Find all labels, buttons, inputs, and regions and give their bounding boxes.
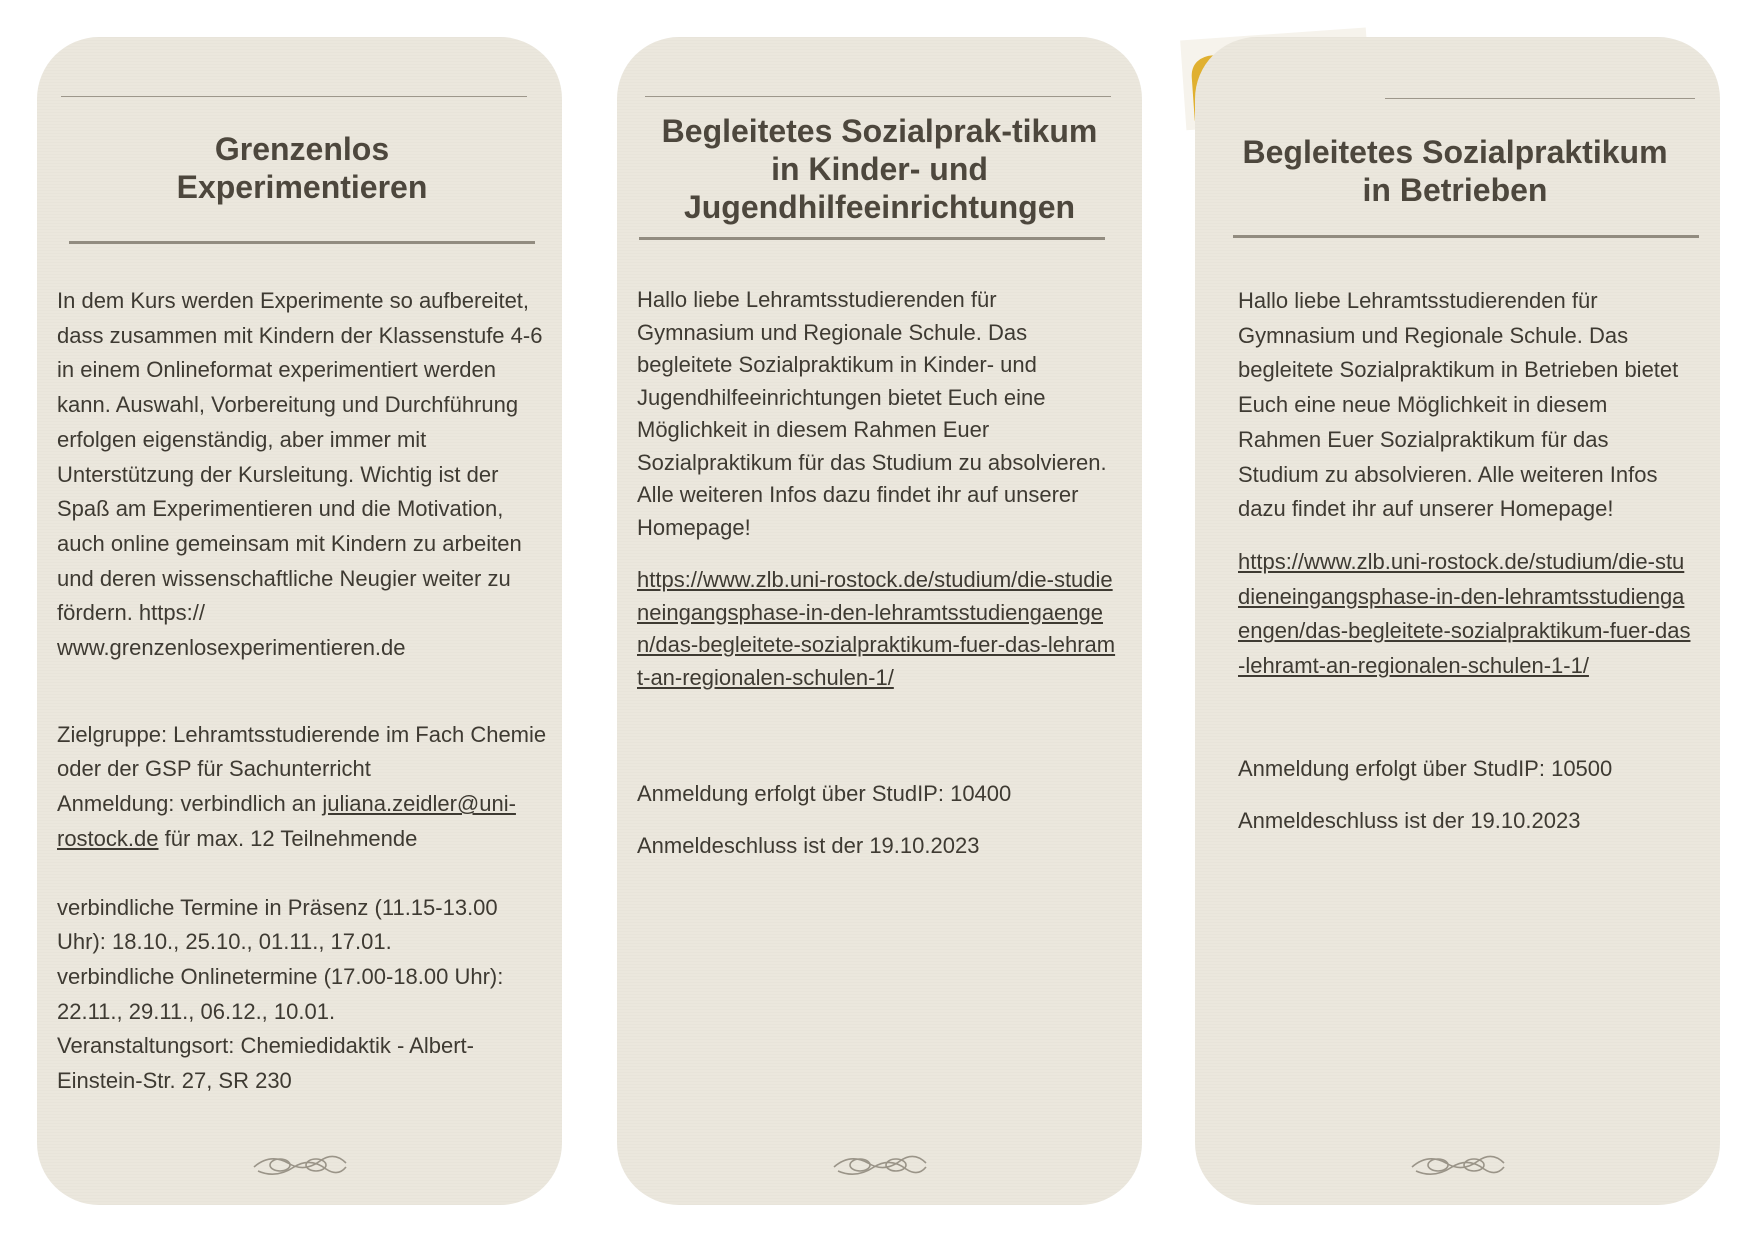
card-sozialpraktikum-betriebe xyxy=(1195,37,1720,1205)
intro-text: Hallo liebe Lehramtsstudierenden für Gymnasium und Regionale Schule. Das begleitete Sozialpraktikum in Kinder- und Jugendhilfeeinrichtungen bietet Euch eine Möglichkeit in diesem Rahmen Euer Sozialpraktikum für das Studium zu absolvieren. Alle weiteren Infos dazu findet ihr auf unserer Homepage! xyxy=(637,287,1107,540)
online-dates: verbindliche Onlinetermine (17.00-18.00 Uhr): 22.11., 29.11., 06.12., 10.01. xyxy=(57,963,504,1024)
card-body xyxy=(57,284,552,1099)
title-divider xyxy=(639,237,1105,240)
flourish-icon xyxy=(830,1145,930,1185)
title-divider xyxy=(1233,235,1699,238)
card-grenzenlos-experimentieren xyxy=(37,37,562,1205)
studip-registration: Anmeldung erfolgt über StudIP: 10500 xyxy=(1238,755,1613,781)
target-group: Zielgruppe: Lehramtsstudierende im Fach Chemie oder der GSP für Sachunterricht xyxy=(57,721,547,782)
card-sozialpraktikum-jugendhilfe xyxy=(617,37,1142,1205)
card-title: Grenzenlos Experimentieren xyxy=(176,131,428,205)
intro-text: Hallo liebe Lehramtsstudierenden für Gymnasium und Regionale Schule. Das begleitete Sozialpraktikum in Betrieben bietet Euch eine neue Möglichkeit in diesem Rahmen Euer Sozialpraktikum für das Studium zu absolvieren. Alle weiteren Infos dazu findet ihr auf unserer Homepage! xyxy=(1238,288,1679,522)
top-divider xyxy=(645,96,1111,97)
card-title: Begleitetes Sozialprak-tikum in Kinder- und Jugendhilfeeinrichtungen xyxy=(661,113,1098,225)
deadline: Anmeldeschluss ist der 19.10.2023 xyxy=(637,832,980,858)
title-divider xyxy=(69,241,535,244)
deadline: Anmeldeschluss ist der 19.10.2023 xyxy=(1238,808,1581,834)
top-divider xyxy=(1385,98,1695,99)
venue: Veranstaltungsort: Chemiedidaktik - Albert-Einstein-Str. 27, SR 230 xyxy=(57,1033,474,1094)
course-description: In dem Kurs werden Experimente so aufbereitet, dass zusammen mit Kindern der Klassenstufe 4-6 in einem Onlineformat experimentiert werden kann. Auswahl, Vorbereitung und Durchführung erfolgen eigenständig, aber immer mit Unterstützung der Kursleitung. Wichtig ist der Spaß am Experimentieren und die Motivation, auch online gemeinsam mit Kindern zu arbeiten und deren wissenschaftliche Neugier weiter zu fördern. https:// www.grenzenlosexperimentieren.de xyxy=(57,288,543,661)
homepage-link[interactable]: https://www.zlb.uni-rostock.de/studium/die-studieneingangsphase-in-den-lehramtsstudiengaengen/das-begleitete-sozialpraktikum-fuer-das-lehramt-an-regionalen-schulen-1-1/ xyxy=(1238,548,1691,679)
card-body xyxy=(1238,284,1693,839)
registration-info: Anmeldung: verbindlich an juliana.zeidler@uni-rostock.de für max. 12 Teilnehmende xyxy=(57,791,516,851)
flourish-icon xyxy=(250,1145,350,1185)
card-body xyxy=(637,284,1117,862)
flourish-icon xyxy=(1408,1145,1508,1185)
presence-dates: verbindliche Termine in Präsenz (11.15-13.00 Uhr): 18.10., 25.10., 01.11., 17.01. xyxy=(57,894,498,955)
email-link[interactable]: juliana.zeidler@uni-rostock.de xyxy=(57,791,516,851)
homepage-link[interactable]: https://www.zlb.uni-rostock.de/studium/die-studieneingangsphase-in-den-lehramtsstudiengaengen/das-begleitete-sozialpraktikum-fuer-das-lehramt-an-regionalen-schulen-1/ xyxy=(637,567,1116,690)
card-title: Begleitetes Sozialpraktikum in Betrieben xyxy=(1242,134,1668,208)
studip-registration: Anmeldung erfolgt über StudIP: 10400 xyxy=(637,781,1012,806)
top-divider xyxy=(61,96,527,97)
